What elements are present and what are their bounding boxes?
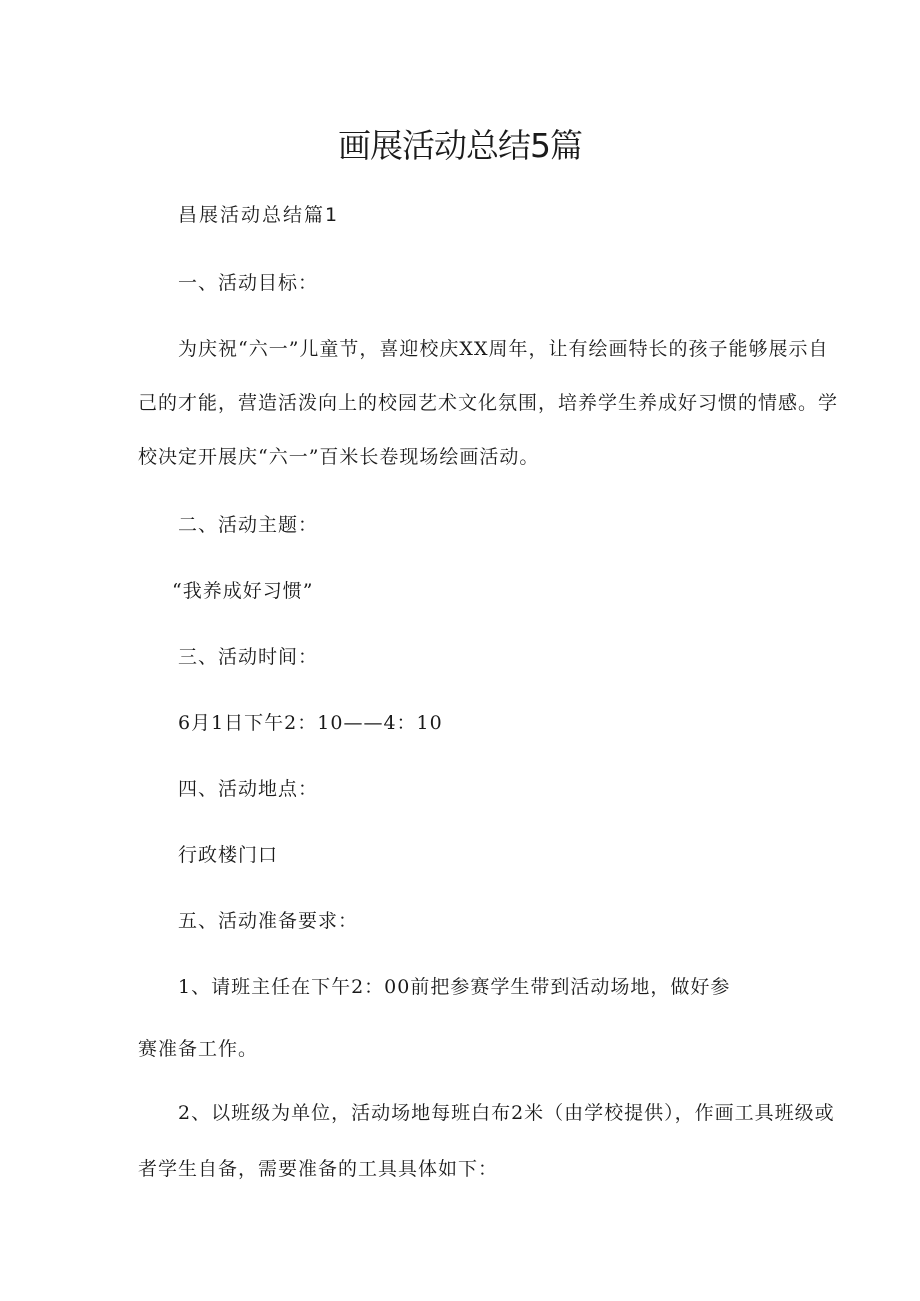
paragraph-line: 者学生自备，需要准备的工具具体如下： <box>138 1158 499 1180</box>
paragraph-line: 赛准备工作。 <box>138 1038 259 1060</box>
heading-theme: 二、活动主题： <box>178 514 319 536</box>
paragraph-line: 为庆祝“六一”儿童节，喜迎校庆XX周年，让有绘画特长的孩子能够展示自 <box>178 338 829 360</box>
paragraph-line: 2、以班级为单位，活动场地每班白布2米（由学校提供），作画工具班级或 <box>178 1102 835 1124</box>
section-heading: 昌展活动总结篇1 <box>178 204 340 226</box>
time-text: 6月1日下午2：10——4：10 <box>178 712 443 734</box>
heading-goal: 一、活动目标： <box>178 272 319 294</box>
location-text: 行政楼门口 <box>178 844 279 866</box>
document-title: 画展活动总结5篇 <box>338 126 582 165</box>
paragraph-line: 1、请班主任在下午2：00前把参赛学生带到活动场地，做好参 <box>178 976 731 998</box>
heading-requirements: 五、活动准备要求： <box>178 910 359 932</box>
heading-location: 四、活动地点： <box>178 778 319 800</box>
paragraph-line: 校决定开展庆“六一”百米长卷现场绘画活动。 <box>138 446 540 468</box>
heading-time: 三、活动时间： <box>178 646 319 668</box>
theme-text: “我养成好习惯” <box>172 580 314 602</box>
paragraph-line: 己的才能，营造活泼向上的校园艺术文化氛围，培养学生养成好习惯的情感。学 <box>138 392 839 414</box>
